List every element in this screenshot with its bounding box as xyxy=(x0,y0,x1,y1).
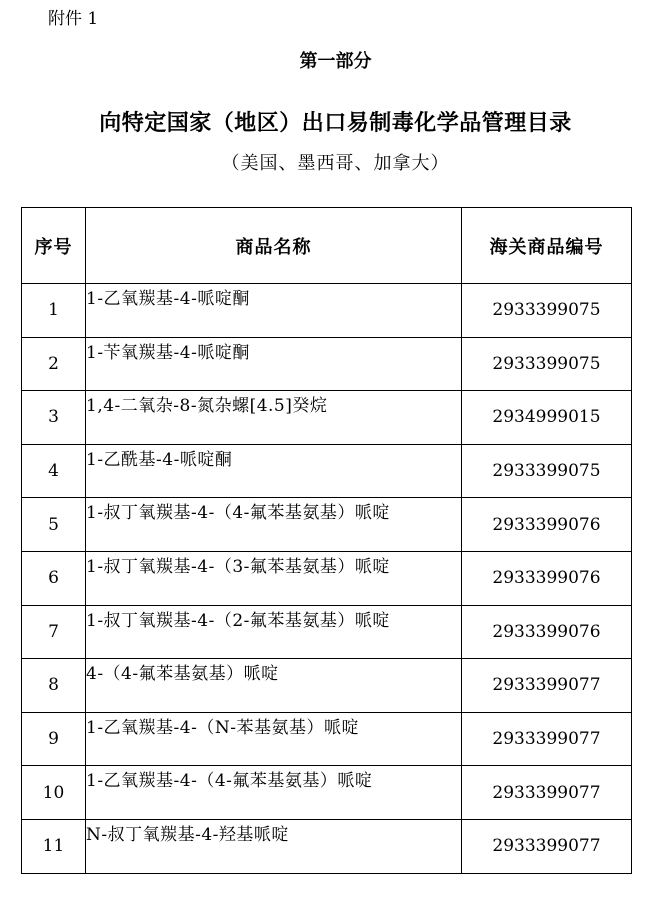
table-row xyxy=(22,605,632,659)
column-header-name: 商品名称 xyxy=(86,208,462,284)
row-name: 1-叔丁氧羰基-4-（3-氟苯基氨基）哌啶 xyxy=(86,551,462,605)
row-name: 4-（4-氟苯基氨基）哌啶 xyxy=(86,659,462,713)
row-name: 1-叔丁氧羰基-4-（4-氟苯基氨基）哌啶 xyxy=(86,498,462,552)
row-seq: 1 xyxy=(22,284,86,338)
row-code: 2933399076 xyxy=(462,551,632,605)
row-name: 1-乙酰基-4-哌啶酮 xyxy=(86,444,462,498)
catalog-table xyxy=(21,207,632,874)
row-seq: 7 xyxy=(22,605,86,659)
table-row xyxy=(22,498,632,552)
row-code: 2933399077 xyxy=(462,712,632,766)
row-code: 2934999015 xyxy=(462,391,632,445)
row-seq: 10 xyxy=(22,766,86,820)
attachment-label: 附件 1 xyxy=(48,9,99,29)
row-code: 2933399076 xyxy=(462,498,632,552)
row-code: 2933399077 xyxy=(462,766,632,820)
row-code: 2933399075 xyxy=(462,337,632,391)
table-row xyxy=(22,284,632,338)
row-name: 1-乙氧羰基-4-哌啶酮 xyxy=(86,284,462,338)
row-code: 2933399076 xyxy=(462,605,632,659)
row-name: 1-乙氧羰基-4-（N-苯基氨基）哌啶 xyxy=(86,712,462,766)
row-code: 2933399077 xyxy=(462,819,632,873)
row-seq: 9 xyxy=(22,712,86,766)
table-row xyxy=(22,551,632,605)
table-row xyxy=(22,337,632,391)
table-row xyxy=(22,659,632,713)
table-header-row xyxy=(22,208,632,284)
row-seq: 2 xyxy=(22,337,86,391)
page-subtitle: （美国、墨西哥、加拿大） xyxy=(221,153,450,174)
table-row xyxy=(22,444,632,498)
table-row xyxy=(22,712,632,766)
table-row xyxy=(22,766,632,820)
part-heading: 第一部分 xyxy=(299,51,372,72)
row-seq: 4 xyxy=(22,444,86,498)
row-name: N-叔丁氧羰基-4-羟基哌啶 xyxy=(86,819,462,873)
row-name: 1-苄氧羰基-4-哌啶酮 xyxy=(86,337,462,391)
row-name: 1,4-二氧杂-8-氮杂螺[4.5]癸烷 xyxy=(86,391,462,445)
row-name: 1-叔丁氧羰基-4-（2-氟苯基氨基）哌啶 xyxy=(86,605,462,659)
row-code: 2933399077 xyxy=(462,659,632,713)
row-seq: 6 xyxy=(22,551,86,605)
row-seq: 5 xyxy=(22,498,86,552)
row-code: 2933399075 xyxy=(462,444,632,498)
row-seq: 11 xyxy=(22,819,86,873)
row-seq: 8 xyxy=(22,659,86,713)
row-seq: 3 xyxy=(22,391,86,445)
column-header-seq: 序号 xyxy=(22,208,86,284)
row-name: 1-乙氧羰基-4-（4-氟苯基氨基）哌啶 xyxy=(86,766,462,820)
row-code: 2933399075 xyxy=(462,284,632,338)
column-header-code: 海关商品编号 xyxy=(462,208,632,284)
page-title: 向特定国家（地区）出口易制毒化学品管理目录 xyxy=(99,110,572,136)
table-row xyxy=(22,819,632,873)
table-row xyxy=(22,391,632,445)
